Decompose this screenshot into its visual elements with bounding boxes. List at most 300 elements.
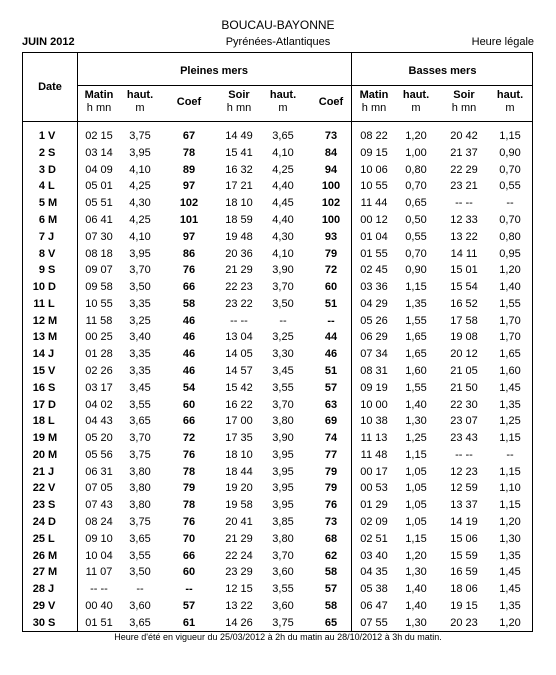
low-morning-time: 06 47 [360,599,388,612]
day-number: 28 [32,583,45,596]
low-evening-time: 16 52 [450,297,478,310]
low-evening-time: 14 19 [450,515,478,528]
low-morning-height: 1,30 [405,415,427,428]
day-number: 7 [38,230,45,243]
low-morning-height: 0,55 [405,230,427,243]
high-morning-height: 3,65 [129,415,151,428]
low-morning-time: 11 13 [360,432,388,444]
low-morning-height: 1,55 [405,314,427,327]
high-morning-height: 3,80 [129,499,151,512]
weekday: M [48,432,58,444]
low-evening-height: 1,40 [499,281,521,293]
low-morning-height: 1,35 [405,297,427,310]
day-number: 2 [38,146,45,159]
high-evening-height: 4,45 [272,197,294,210]
high-morning-height: 3,75 [129,448,151,461]
high-evening-coef: 76 [324,499,338,512]
low-evening-time: 21 50 [450,381,478,394]
high-evening-coef: 79 [324,247,338,260]
low-morning-height: 1,20 [405,549,427,562]
high-morning-time: 01 51 [85,616,113,629]
high-evening-height: 3,90 [272,264,294,277]
low-morning-height: 1,65 [405,331,427,344]
high-evening-coef: 79 [324,465,338,478]
high-evening-coef: 77 [324,448,338,461]
high-evening-coef: 79 [324,482,338,495]
high-morning-time: 04 43 [85,415,113,428]
high-morning-time: 03 14 [85,146,113,159]
weekday: V [48,599,56,612]
low-evening-time: 13 22 [450,230,478,243]
high-evening-time: 19 58 [225,499,253,512]
high-evening-height: 3,55 [272,583,294,596]
high-morning-coef: 76 [182,448,196,461]
day-number: 12 [32,314,45,327]
high-evening-coef: 57 [324,583,338,596]
low-evening-height: 1,60 [499,364,521,377]
low-evening-time: 22 29 [450,163,478,176]
low-morning-time: 05 38 [360,583,388,596]
low-morning-height: 0,90 [405,264,427,277]
day-number: 8 [38,247,45,260]
high-morning-height: 3,40 [129,331,151,344]
high-evening-coef: 46 [324,348,338,361]
header-hmn-2: h mn [226,102,252,114]
high-evening-coef: 58 [324,599,338,612]
high-morning-height: 3,35 [129,297,151,310]
high-evening-coef: 60 [324,281,338,293]
weekday: J [48,348,55,361]
high-morning-time: 03 17 [85,381,113,394]
low-evening-time: 16 59 [450,566,478,579]
page-title: BOUCAU-BAYONNE [221,18,335,32]
low-evening-height: 1,65 [499,348,521,361]
weekday: L [48,415,55,428]
high-evening-coef: 100 [321,213,341,226]
high-morning-time: 05 01 [85,180,113,193]
high-evening-height: 3,45 [272,364,294,377]
header-m-2: m [278,102,288,114]
region-label: Pyrénées-Atlantiques [225,36,331,48]
low-evening-height: 1,45 [499,566,521,579]
header-low-tides: Basses mers [408,65,477,77]
low-morning-height: 1,15 [405,448,427,461]
high-morning-height: 3,65 [129,616,151,629]
low-evening-time: 19 15 [450,599,478,612]
low-evening-time: 15 54 [450,281,478,293]
high-morning-time: 01 28 [85,348,113,361]
high-evening-coef: 100 [321,180,341,193]
day-number: 5 [38,197,45,210]
high-morning-coef: 46 [182,348,196,361]
weekday: V [48,130,56,142]
day-number: 20 [32,448,45,461]
high-evening-time: 18 59 [225,213,253,226]
high-evening-height: 3,95 [272,499,294,512]
low-evening-time: 21 37 [450,146,478,159]
high-morning-coef: 89 [182,163,196,176]
low-evening-height: 1,15 [499,130,521,142]
high-evening-time: 14 26 [225,616,253,629]
high-morning-time: 07 30 [85,230,113,243]
low-evening-time: 18 06 [450,583,478,596]
high-evening-time: 14 57 [225,364,253,377]
high-evening-time: 20 41 [225,515,253,528]
high-morning-coef: 54 [182,381,196,394]
high-morning-height: 3,70 [129,432,151,444]
high-morning-height: 4,25 [129,213,151,226]
low-morning-time: 09 19 [360,381,388,394]
header-haut-4: haut. [496,89,524,101]
high-morning-coef: 97 [182,230,196,243]
low-evening-height: -- [506,448,514,461]
weekday: D [48,281,56,293]
low-morning-time: 07 55 [360,616,388,629]
high-evening-time: 13 22 [225,599,253,612]
low-morning-height: 0,70 [405,247,427,260]
high-morning-coef: 72 [182,432,196,444]
high-morning-height: 3,70 [129,264,151,277]
day-number: 30 [32,616,45,629]
high-morning-coef: 60 [182,566,196,579]
weekday: D [48,515,56,528]
high-morning-time: 08 24 [85,515,113,528]
high-morning-coef: 78 [182,465,196,478]
high-morning-time: 08 18 [85,247,113,260]
low-morning-time: 00 12 [360,213,388,226]
high-morning-coef: 66 [182,415,196,428]
high-morning-height: 4,25 [129,180,151,193]
weekday: J [48,583,55,596]
low-evening-time: 12 33 [450,213,478,226]
low-morning-height: 0,80 [405,163,427,176]
weekday: M [48,448,58,461]
low-morning-time: 10 06 [360,163,388,176]
high-evening-height: 3,55 [272,381,294,394]
low-evening-height: 1,15 [499,499,521,512]
low-morning-time: 10 38 [360,415,388,428]
header-coef-2: Coef [318,96,344,108]
low-evening-time: 15 59 [450,549,478,562]
low-morning-time: 02 51 [360,532,388,545]
header-high-tides: Pleines mers [180,65,248,77]
high-morning-time: 02 15 [85,130,113,142]
high-evening-time: 21 29 [225,264,253,277]
high-evening-height: 3,50 [272,297,294,310]
low-morning-height: 1,05 [405,499,427,512]
header-coef-1: Coef [176,96,202,108]
high-evening-time: 18 44 [225,465,253,478]
low-evening-height: 1,55 [499,297,521,310]
day-number: 1 [38,130,45,142]
high-morning-height: 3,55 [129,549,151,562]
high-evening-height: 3,75 [272,616,294,629]
high-morning-time: -- -- [90,583,108,596]
high-morning-time: 04 09 [85,163,113,176]
high-evening-time: 15 42 [225,381,253,394]
low-morning-height: 1,05 [405,515,427,528]
day-number: 22 [32,482,45,495]
low-evening-time: 20 23 [450,616,478,629]
header-date: Date [38,81,62,93]
low-morning-height: 1,40 [405,583,427,596]
high-evening-coef: 68 [324,532,338,545]
day-number: 10 [32,281,45,293]
high-morning-time: 09 07 [85,264,113,277]
high-morning-coef: 60 [182,398,196,411]
low-evening-height: 1,70 [499,331,521,344]
low-evening-height: 1,20 [499,616,521,629]
high-morning-time: 07 05 [85,482,113,495]
low-evening-height: 1,20 [499,264,521,277]
high-evening-time: 18 10 [225,197,253,210]
low-morning-height: 1,00 [405,146,427,159]
high-morning-height: 3,80 [129,465,151,478]
low-morning-time: 09 15 [360,146,388,159]
low-evening-height: 0,90 [499,146,521,159]
weekday: J [48,465,55,478]
day-number: 29 [32,599,45,612]
low-morning-time: 06 29 [360,331,388,344]
weekday: D [48,163,56,176]
high-morning-height: 3,35 [129,364,151,377]
low-morning-height: 1,05 [405,482,427,495]
day-number: 24 [32,515,45,528]
weekday: D [48,398,56,411]
high-morning-height: 4,10 [129,163,151,176]
low-morning-height: 1,40 [405,398,427,411]
high-morning-time: 02 26 [85,364,113,377]
low-evening-time: -- -- [455,448,473,461]
header-matin-low: Matin [359,89,389,101]
high-evening-coef: 94 [324,163,338,176]
high-evening-time: 15 41 [225,146,253,159]
weekday: V [48,364,56,377]
low-morning-height: 1,30 [405,616,427,629]
low-evening-height: 1,45 [499,583,521,596]
high-evening-height: 4,40 [272,180,294,193]
header-m-3: m [411,102,421,114]
high-morning-coef: 61 [182,616,196,629]
tide-table [22,52,533,632]
low-evening-height: 1,25 [499,415,521,428]
low-evening-time: -- -- [455,197,473,210]
high-morning-coef: 78 [182,146,196,159]
high-evening-time: 22 23 [225,281,253,293]
time-note: Heure légale [471,36,534,48]
high-evening-time: 19 20 [225,482,253,495]
low-evening-height: 1,15 [499,432,521,444]
weekday: V [48,482,56,495]
high-morning-time: 11 07 [85,566,113,579]
high-evening-height: -- [279,314,287,327]
low-morning-height: 1,15 [405,532,427,545]
low-evening-time: 22 30 [450,398,478,411]
high-morning-height: 3,50 [129,566,151,579]
high-evening-coef: 58 [324,566,338,579]
weekday: S [48,264,56,277]
day-number: 18 [32,415,45,428]
high-evening-height: 4,25 [272,163,294,176]
low-evening-time: 23 43 [450,432,478,444]
high-evening-time: 16 22 [225,398,253,411]
high-evening-height: 3,95 [272,465,294,478]
high-evening-time: 20 36 [225,247,253,260]
high-evening-time: 21 29 [225,532,253,545]
low-evening-height: 1,70 [499,314,521,327]
low-evening-time: 13 37 [450,499,478,512]
weekday: M [48,314,58,327]
low-morning-height: 1,55 [405,381,427,394]
high-morning-coef: 101 [179,213,199,226]
low-evening-time: 23 07 [450,415,478,428]
high-evening-height: 4,10 [272,247,294,260]
header-hmn-1: h mn [86,102,112,114]
high-morning-height: 3,60 [129,599,151,612]
header-hmn-3: h mn [361,102,387,114]
low-evening-time: 12 23 [450,465,478,478]
high-morning-time: 09 10 [85,532,113,545]
low-evening-height: 0,95 [499,247,521,260]
low-evening-height: 0,80 [499,230,521,243]
high-morning-time: 11 58 [85,314,113,327]
low-morning-time: 10 55 [360,180,388,193]
day-number: 6 [38,213,45,226]
day-number: 9 [38,264,45,277]
low-evening-height: 1,30 [499,532,521,545]
weekday: S [48,381,56,394]
high-morning-height: -- [136,583,144,596]
high-evening-height: 4,10 [272,146,294,159]
high-morning-height: 3,55 [129,398,151,411]
day-number: 15 [32,364,45,377]
weekday: S [48,146,56,159]
high-evening-height: 3,65 [272,130,294,142]
low-morning-time: 08 31 [360,364,388,377]
high-evening-coef: 72 [324,264,338,277]
day-number: 27 [32,566,45,579]
high-morning-height: 3,75 [129,130,151,142]
weekday: M [48,213,58,226]
low-morning-height: 1,30 [405,566,427,579]
high-evening-coef: 73 [324,130,338,142]
high-evening-time: 19 48 [225,230,253,243]
low-morning-height: 1,60 [405,364,427,377]
low-morning-height: 1,05 [405,465,427,478]
high-morning-time: 10 55 [85,297,113,310]
high-evening-height: 3,95 [272,482,294,495]
low-morning-time: 07 34 [360,348,388,361]
low-morning-time: 04 35 [360,566,388,579]
high-morning-coef: 102 [179,197,199,210]
high-morning-height: 3,95 [129,247,151,260]
low-morning-height: 1,40 [405,599,427,612]
high-evening-time: 14 49 [225,130,253,142]
high-morning-coef: 46 [182,364,196,377]
high-morning-coef: 70 [182,532,196,545]
high-evening-coef: 65 [324,616,338,629]
low-evening-height: 1,35 [499,599,521,612]
low-morning-height: 1,25 [405,432,427,444]
high-morning-coef: 57 [182,599,196,612]
high-evening-coef: 74 [324,432,338,444]
low-evening-height: 1,35 [499,398,521,411]
low-morning-height: 0,65 [405,197,427,210]
weekday: M [48,549,58,562]
high-evening-coef: 63 [324,398,338,411]
weekday: L [48,297,55,310]
month-label: JUIN 2012 [22,36,75,48]
low-evening-height: 1,35 [499,549,521,562]
high-evening-height: 3,60 [272,599,294,612]
low-morning-time: 01 29 [360,499,388,512]
high-evening-height: 3,80 [272,415,294,428]
high-evening-coef: 51 [324,364,338,377]
high-morning-coef: 76 [182,264,196,277]
low-evening-time: 17 58 [450,314,478,327]
high-evening-time: 17 00 [225,415,253,428]
high-evening-height: 3,80 [272,532,294,545]
high-morning-height: 3,50 [129,281,151,293]
high-evening-time: 12 15 [225,583,253,596]
high-evening-height: 4,30 [272,230,294,243]
high-evening-coef: 44 [324,331,338,344]
header-haut-3: haut. [402,89,430,101]
high-morning-time: 00 40 [85,599,113,612]
low-evening-height: 1,20 [499,515,521,528]
high-morning-coef: 46 [182,314,196,327]
high-morning-coef: 67 [182,130,196,142]
weekday: M [48,566,58,579]
header-m-4: m [505,102,515,114]
low-morning-time: 11 48 [360,448,388,461]
low-evening-time: 20 42 [450,130,478,142]
low-morning-height: 1,20 [405,130,427,142]
low-evening-height: 1,45 [499,381,521,394]
high-evening-height: 3,60 [272,566,294,579]
high-evening-height: 3,30 [272,348,294,361]
header-haut-2: haut. [269,89,297,101]
low-morning-time: 02 09 [360,515,388,528]
day-number: 16 [32,381,45,394]
weekday: V [48,247,56,260]
high-morning-coef: 97 [182,180,196,193]
low-evening-height: 1,10 [499,482,521,495]
low-morning-height: 1,15 [405,281,427,293]
high-morning-time: 07 43 [85,499,113,512]
weekday: L [48,180,55,193]
day-number: 23 [32,499,45,512]
low-evening-height: 0,70 [499,213,521,226]
day-number: 3 [38,163,45,176]
header-soir-low: Soir [453,89,475,101]
low-morning-time: 01 55 [360,247,388,260]
high-morning-coef: 66 [182,281,196,293]
day-number: 19 [32,432,45,444]
high-morning-coef: 66 [182,549,196,562]
low-evening-height: -- [506,197,514,210]
high-evening-height: 3,95 [272,448,294,461]
high-morning-coef: 86 [182,247,196,260]
day-number: 11 [33,297,45,310]
high-evening-time: -- -- [230,314,248,327]
low-evening-time: 21 05 [450,364,478,377]
low-evening-time: 12 59 [450,482,478,495]
high-evening-coef: 84 [324,146,338,159]
high-evening-coef: 102 [321,197,341,210]
low-evening-time: 19 08 [450,331,478,344]
weekday: M [48,197,58,210]
